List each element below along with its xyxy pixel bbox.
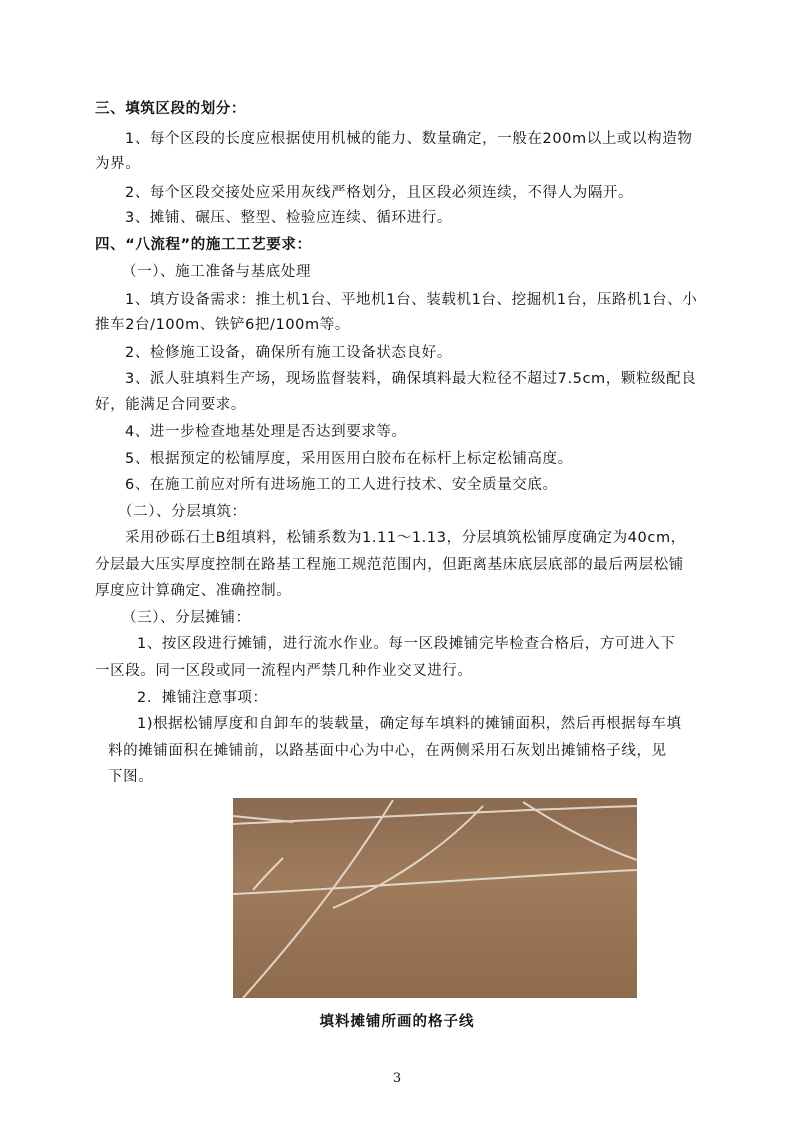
- paragraph: 分层最大压实厚度控制在路基工程施工规范范围内，但距离基床底层底部的最后两层松铺: [95, 557, 684, 573]
- paragraph: 3、派人驻填料生产场，现场监督装料，确保填料最大粒径不超过7.5cm，颗粒级配良: [125, 371, 697, 387]
- paragraph: 采用砂砾石土B组填料，松铺系数为1.11～1.13，分层填筑松铺厚度确定为40cm，: [125, 530, 686, 546]
- paragraph: 2、检修施工设备，确保所有施工设备状态良好。: [125, 345, 452, 361]
- page-number: 3: [392, 1071, 402, 1086]
- photo-drawing: [233, 798, 637, 998]
- paragraph: 料的摊铺面积在摊铺前，以路基面中心为中心，在两侧采用石灰划出摊铺格子线，见: [108, 743, 667, 759]
- paragraph: 1)根据松铺厚度和自卸车的装载量，确定每车填料的摊铺面积，然后再根据每车填: [137, 716, 682, 732]
- paragraph: 一区段。同一区段或同一流程内严禁几种作业交叉进行。: [95, 663, 473, 679]
- paragraph: 2、每个区段交接处应采用灰线严格划分，且区段必须连续，不得人为隔开。: [125, 185, 634, 201]
- paragraph: 下图。: [108, 769, 154, 785]
- section-heading-3: 三、填筑区段的划分：: [95, 101, 246, 117]
- paragraph: 1、每个区段的长度应根据使用机械的能力、数量确定，一般在200m以上或以构造物: [125, 131, 693, 147]
- paragraph: 好，能满足合同要求。: [95, 397, 246, 413]
- paragraph: 厚度应计算确定、准确控制。: [95, 583, 292, 599]
- paragraph: 1、按区段进行摊铺，进行流水作业。每一区段摊铺完毕检查合格后，方可进入下: [137, 636, 676, 652]
- subheading: （三）、分层摊铺：: [122, 610, 251, 626]
- paragraph: 6、在施工前应对所有进场施工的工人进行技术、安全质量交底。: [125, 477, 558, 493]
- subheading: （一）、施工准备与基底处理: [122, 264, 312, 280]
- paragraph: 为界。: [95, 156, 141, 172]
- figure-caption: 填料摊铺所画的格子线: [319, 1014, 475, 1030]
- paragraph: 3、摊铺、碾压、整型、检验应连续、循环进行。: [125, 210, 452, 226]
- paragraph: 5、根据预定的松铺厚度，采用医用白胶布在标杆上标定松铺高度。: [125, 451, 573, 467]
- paragraph: 2．摊铺注意事项：: [137, 690, 268, 706]
- paragraph: 4、进一步检查地基处理是否达到要求等。: [125, 424, 407, 440]
- subheading: （二）、分层填筑：: [118, 504, 247, 520]
- grid-lines-photo: [233, 798, 637, 998]
- section-heading-4: 四、“八流程”的施工工艺要求：: [95, 237, 312, 253]
- paragraph: 推车2台/100m、铁铲6把/100m等。: [95, 317, 350, 333]
- paragraph: 1、填方设备需求：推土机1台、平地机1台、装载机1台、挖掘机1台，压路机1台、小: [125, 292, 698, 308]
